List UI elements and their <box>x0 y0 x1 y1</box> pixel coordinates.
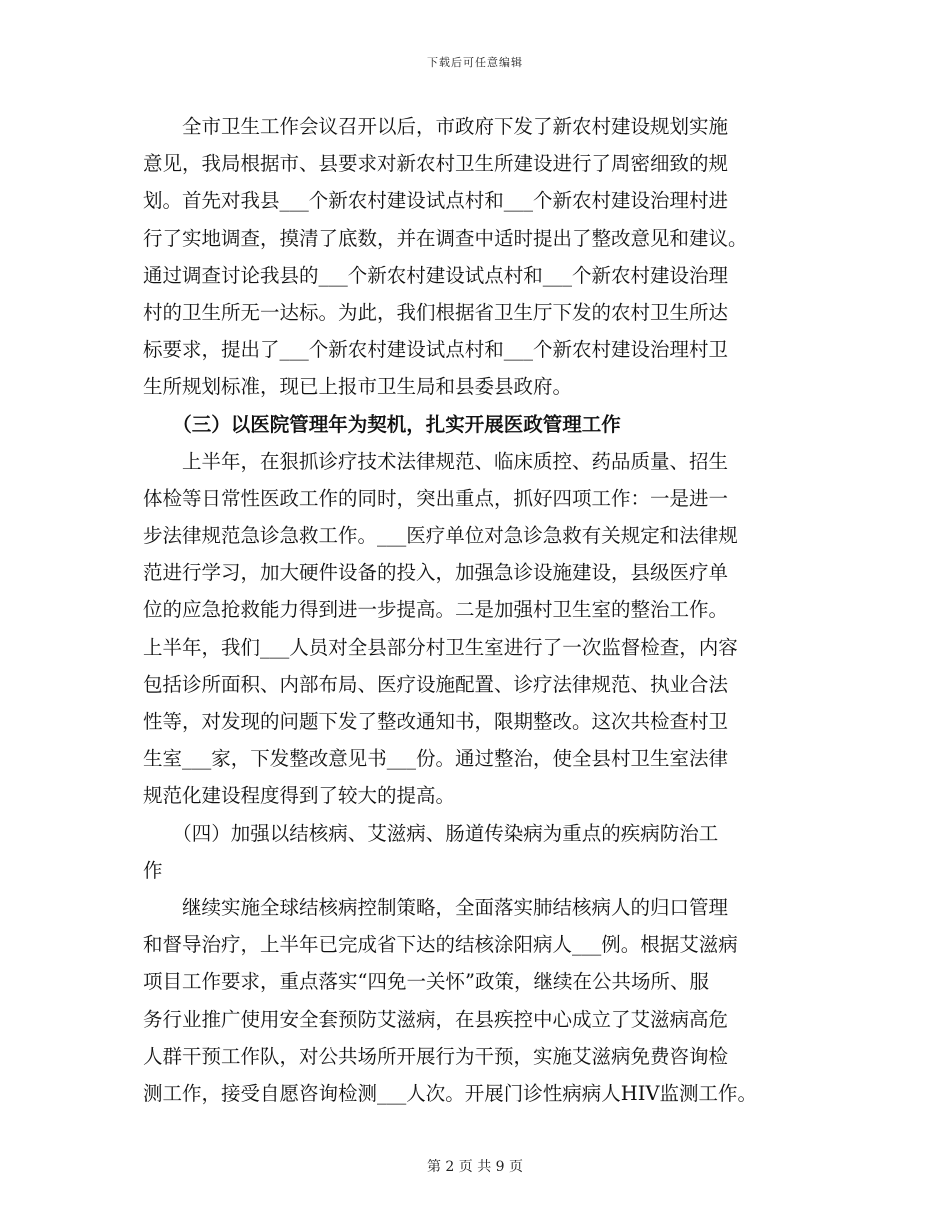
paragraph-line: 标要求，提出了___个新农村建设试点村和___个新农村建设治理村卫 <box>143 338 729 362</box>
paragraph-line: 通过调查讨论我县的___个新农村建设试点村和___个新农村建设治理 <box>143 263 729 287</box>
paragraph-line: 规范化建设程度得到了较大的提高。 <box>143 784 456 808</box>
paragraph-line: 作 <box>143 858 163 882</box>
paragraph-line: 步法律规范急诊急救工作。___医疗单位对急诊急救有关规定和法律规 <box>143 524 738 548</box>
paragraph-line: 生室___家，下发整改意见书___份。通过整治，使全县村卫生室法律 <box>143 747 729 771</box>
section-heading-line: （三）以医院管理年为契机，扎实开展医政管理工作 <box>143 412 621 436</box>
paragraph-line: 划。首先对我县___个新农村建设试点村和___个新农村建设治理村进 <box>143 189 729 213</box>
paragraph-line: 项目工作要求，重点落实“四免一关怀”政策，继续在公共场所、服 <box>143 970 709 994</box>
paragraph-line: 意见，我局根据市、县要求对新农村卫生所建设进行了周密细致的规 <box>143 152 729 176</box>
paragraph-line: 上半年，我们___人员对全县部分村卫生室进行了一次监督检查，内容 <box>143 635 738 659</box>
page-number-footer: 第 2 页 共 9 页 <box>426 1159 524 1175</box>
paragraph-line: 体检等日常性医政工作的同时，突出重点，抓好四项工作：一是进一 <box>143 486 729 510</box>
paragraph-line: 行了实地调查，摸清了底数，并在调查中适时提出了整改意见和建议。 <box>143 226 748 250</box>
paragraph-line: 人群干预工作队，对公共场所开展行为干预，实施艾滋病免费咨询检 <box>143 1044 729 1068</box>
paragraph-line: 继续实施全球结核病控制策略，全面落实肺结核病人的归口管理 <box>143 895 729 919</box>
paragraph-line: 生所规划标准，现已上报市卫生局和县委县政府。 <box>143 375 573 399</box>
page-header-note: 下载后可任意编辑 <box>427 56 523 69</box>
paragraph-line: 村的卫生所无一达标。为此，我们根据省卫生厅下发的农村卫生所达 <box>143 300 729 324</box>
paragraph-line: 位的应急抢救能力得到进一步提高。二是加强村卫生室的整治工作。 <box>143 598 729 622</box>
paragraph-line: 范进行学习，加大硬件设备的投入，加强急诊设施建设，县级医疗单 <box>143 561 729 585</box>
paragraph-line: （四）加强以结核病、艾滋病、肠道传染病为重点的疾病防治工 <box>143 821 719 845</box>
paragraph-line: 包括诊所面积、内部布局、医疗设施配置、诊疗法律规范、执业合法 <box>143 672 729 696</box>
paragraph-line: 和督导治疗，上半年已完成省下达的结核涂阳病人___例。根据艾滋病 <box>143 933 738 957</box>
paragraph-line: 性等，对发现的问题下发了整改通知书，限期整改。这次共检查村卫 <box>143 710 729 733</box>
paragraph-line: 全市卫生工作会议召开以后，市政府下发了新农村建设规划实施 <box>143 115 729 138</box>
document-body <box>143 108 807 1112</box>
paragraph-line: 上半年，在狠抓诊疗技术法律规范、临床质控、药品质量、招生 <box>143 449 729 473</box>
paragraph-line: 务行业推广使用安全套预防艾滋病，在县疾控中心成立了艾滋病高危 <box>143 1007 729 1031</box>
paragraph-line: 测工作，接受自愿咨询检测___人次。开展门诊性病病人HIV监测工作。 <box>143 1081 758 1105</box>
